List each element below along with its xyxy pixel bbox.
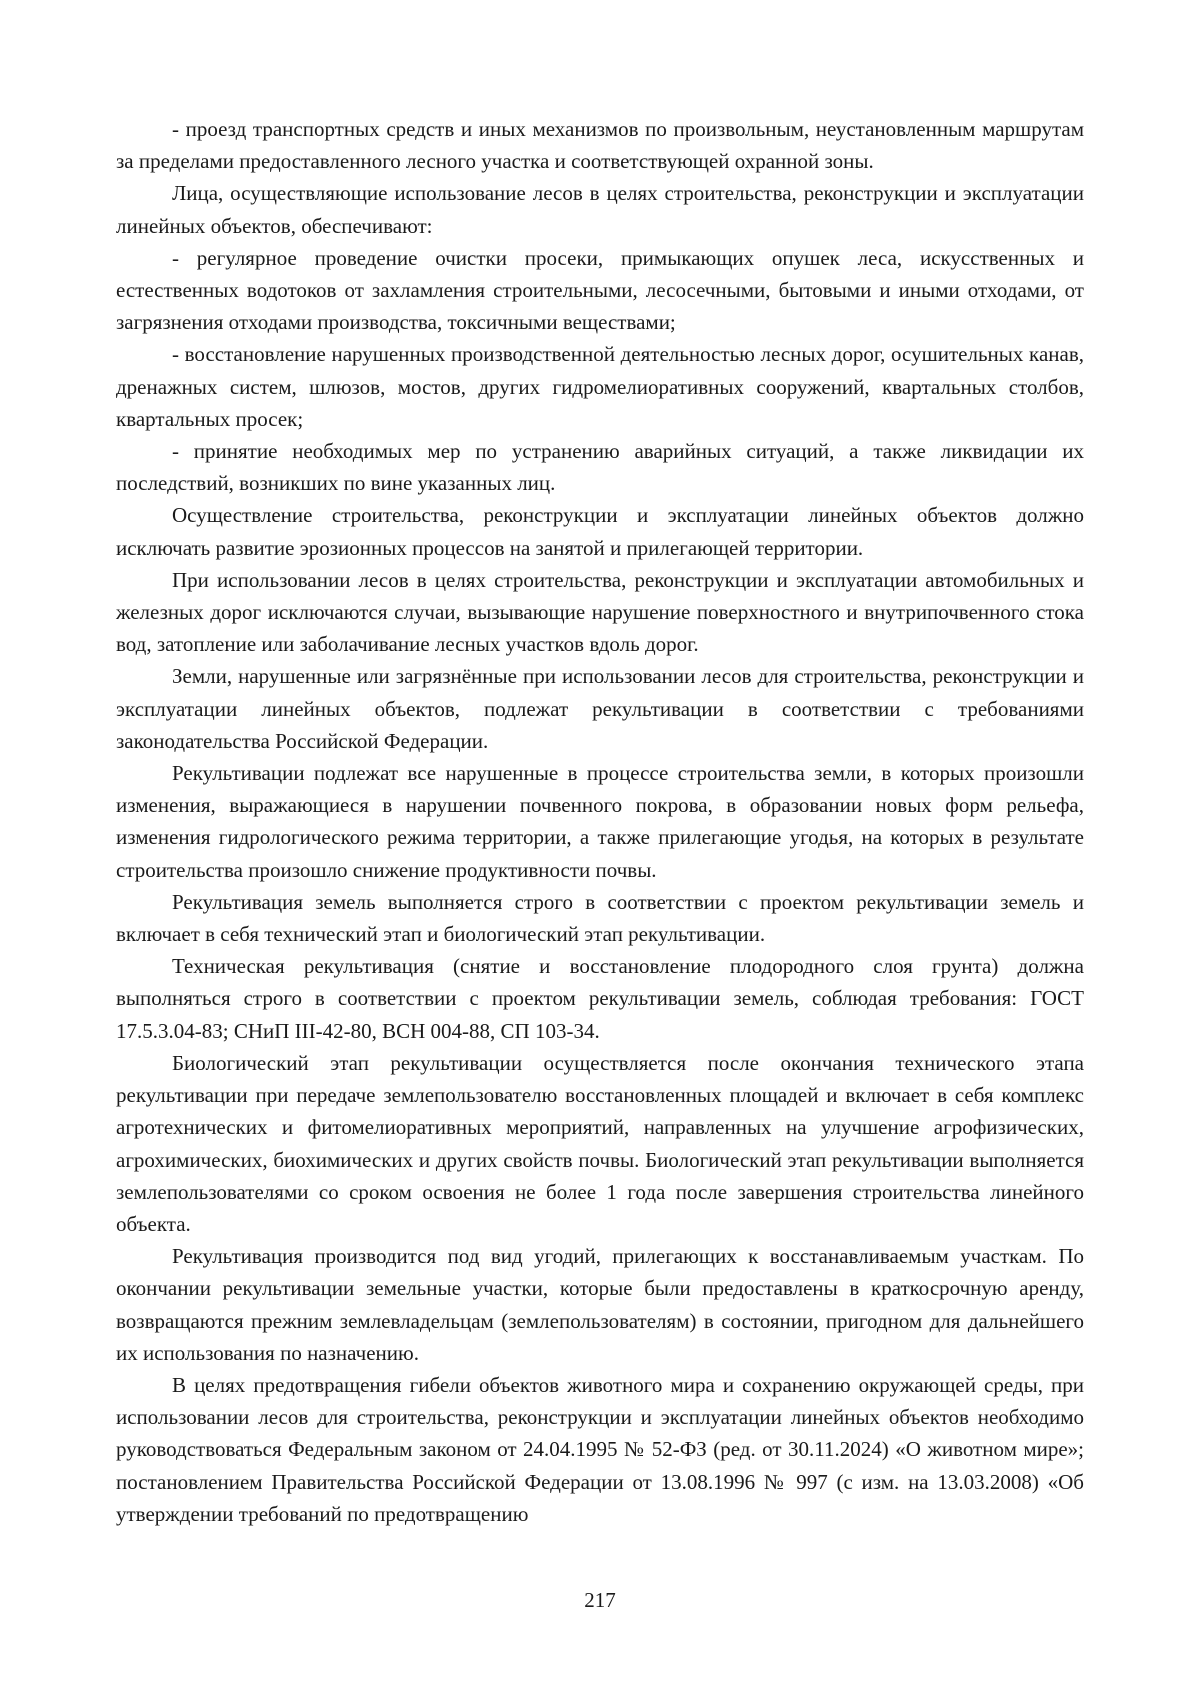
paragraph-9: Рекультивации подлежат все нарушенные в процессе строительства земли, в которых произошли изменения, выражающиеся в нарушении почвенного покрова, в образовании новых форм рельефа, изменения гидрологического режима территории, а также прилегающие угодья, на которых в результате строительства произошло снижение продуктивности почвы. xyxy=(116,761,1084,882)
paragraph-10: Рекультивация земель выполняется строго в соответствии с проектом рекультивации земель и включает в себя технический этап и биологический этап рекультивации. xyxy=(116,889,1084,947)
body-text xyxy=(116,113,1084,1530)
paragraph-3: - регулярное проведение очистки просеки, примыкающих опушек леса, искусственных и естественных водотоков от захламления строительными, лесосечными, бытовыми и иными отходами, от загрязнения отходами производства, токсичными веществами; xyxy=(116,245,1084,335)
paragraph-14: В целях предотвращения гибели объектов животного мира и сохранению окружающей среды, при использовании лесов для строительства, реконструкции и эксплуатации линейных объектов необходимо руководствоваться Федеральным законом от 24.04.1995 № 52-ФЗ (ред. от 30.11.2024) «О животном мире»; постановлением Правительства Российской Федерации от 13.08.1996 № 997 (с изм. на 13.03.2008) «Об утверждении требований по предотвращению xyxy=(116,1372,1084,1526)
paragraph-13: Рекультивация производится под вид угодий, прилегающих к восстанавливаемым участкам. По окончании рекультивации земельные участки, которые были предоставлены в краткосрочную аренду, возвращаются прежним землевладельцам (землепользователям) в состоянии, пригодном для дальнейшего их использования по назначению. xyxy=(116,1244,1084,1365)
paragraph-7: При использовании лесов в целях строительства, реконструкции и эксплуатации автомобильных и железных дорог исключаются случаи, вызывающие нарушение поверхностного и внутрипочвенного стока вод, затопление или заболачивание лесных участков вдоль дорог. xyxy=(116,567,1084,657)
paragraph-2: Лица, осуществляющие использование лесов в целях строительства, реконструкции и эксплуатации линейных объектов, обеспечивают: xyxy=(116,181,1084,238)
paragraph-5: - принятие необходимых мер по устранению аварийных ситуаций, а также ликвидации их последствий, возникших по вине указанных лиц. xyxy=(116,439,1084,496)
paragraph-1: - проезд транспортных средств и иных механизмов по произвольным, неустановленным маршрутам за пределами предоставленного лесного участка и соответствующей охранной зоны. xyxy=(116,117,1084,174)
page-number: 217 xyxy=(584,1588,616,1612)
paragraph-12: Биологический этап рекультивации осуществляется после окончания технического этапа рекультивации при передаче землепользователю восстановленных площадей и включает в себя комплекс агротехнических и фитомелиоративных мероприятий, направленных на улучшение агрофизических, агрохимических, биохимических и других свойств почвы. Биологический этап рекультивации выполняется землепользователями со сроком освоения не более 1 года после завершения строительства линейного объекта. xyxy=(116,1050,1084,1236)
paragraph-6: Осуществление строительства, реконструкции и эксплуатации линейных объектов должно исключать развитие эрозионных процессов на занятой и прилегающей территории. xyxy=(116,503,1084,560)
paragraph-8: Земли, нарушенные или загрязнённые при использовании лесов для строительства, реконструкции и эксплуатации линейных объектов, подлежат рекультивации в соответствии с требованиями законодательства Российской Федерации. xyxy=(116,664,1084,753)
paragraph-4: - восстановление нарушенных производственной деятельностью лесных дорог, осушительных канав, дренажных систем, шлюзов, мостов, других гидромелиоративных сооружений, квартальных столбов, квартальных просек; xyxy=(116,342,1084,431)
paragraph-11: Техническая рекультивация (снятие и восстановление плодородного слоя грунта) должна выполняться строго в соответствии с проектом рекультивации земель, соблюдая требования: ГОСТ 17.5.3.04-83; СНиП III-42-80, ВСН 004-88, СП 103-34. xyxy=(116,954,1084,1043)
